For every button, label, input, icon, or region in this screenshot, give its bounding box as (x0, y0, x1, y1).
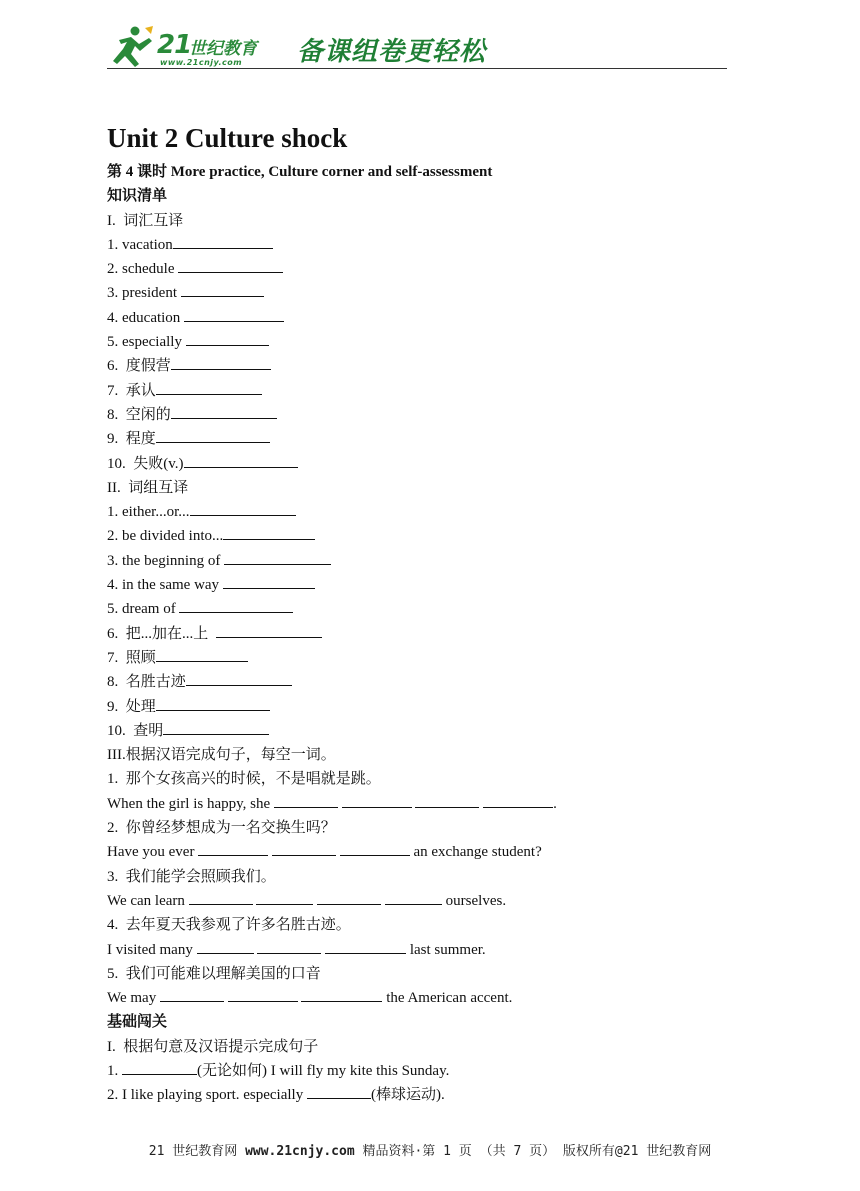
text-line (107, 865, 747, 889)
answer-blank[interactable] (257, 940, 321, 954)
answer-blank[interactable] (307, 1085, 371, 1099)
exercise-line (107, 695, 747, 719)
line-text: 2. schedule (107, 261, 179, 278)
exercise-line (107, 306, 747, 330)
text-line (107, 743, 747, 767)
page-title: Unit 2 Culture shock (107, 123, 348, 153)
answer-blank[interactable] (197, 940, 254, 954)
line-trailing-text: the American accent. (382, 990, 513, 1007)
exercise-lines (107, 160, 747, 1108)
answer-blank[interactable] (171, 356, 271, 370)
line-text: 1. (107, 1062, 122, 1079)
line-text: When the girl is happy, she (107, 795, 274, 812)
answer-blank[interactable] (483, 794, 553, 808)
text-line (107, 160, 747, 184)
line-text: 4. 去年夏天我参观了许多名胜古迹。 (107, 917, 351, 934)
answer-blank[interactable] (184, 308, 284, 322)
footer-url: www.21cnjy.com (245, 1144, 355, 1159)
answer-blank[interactable] (385, 891, 442, 905)
line-text: 1. vacation (107, 236, 173, 253)
line-text: I. 根据句意及汉语提示完成句子 (107, 1038, 319, 1055)
answer-blank[interactable] (272, 842, 336, 856)
line-text: 1. 那个女孩高兴的时候，不是唱就是跳。 (107, 771, 381, 788)
line-text: 2. 你曾经梦想成为一名交换生吗？ (107, 820, 336, 837)
line-text: 5. especially (107, 334, 186, 351)
line-text: 第 4 课时 More practice, Culture corner and self-assessment (107, 164, 493, 180)
answer-blank[interactable] (190, 502, 296, 516)
line-text: 10. 查明 (107, 722, 164, 739)
line-trailing-text: (无论如何) I will fly my kite this Sunday. (197, 1062, 450, 1079)
text-line (107, 1035, 747, 1059)
running-figure-logo-icon (109, 24, 155, 68)
answer-blank[interactable] (223, 526, 315, 540)
exercise-line (107, 500, 747, 524)
answer-blank[interactable] (171, 405, 277, 419)
line-text: 10. 失败(v.) (107, 455, 184, 472)
exercise-line (107, 330, 747, 354)
line-text: 4. education (107, 309, 185, 326)
line-text: II. 词组互译 (107, 479, 189, 496)
exercise-line (107, 233, 747, 257)
line-text: 2. be divided into... (107, 528, 224, 545)
line-text: We can learn (107, 892, 189, 909)
exercise-line (107, 549, 747, 573)
answer-blank[interactable] (186, 332, 269, 346)
exercise-line (107, 889, 747, 913)
answer-blank[interactable] (156, 648, 248, 662)
exercise-line (107, 524, 747, 548)
line-text: 3. 我们能学会照顾我们。 (107, 868, 276, 885)
line-text: 知识清单 (107, 188, 168, 205)
footer-right: 精品资料·第 1 页 （共 7 页） 版权所有@21 世纪教育网 (354, 1144, 712, 1159)
line-text: 7. 承认 (107, 382, 156, 399)
document-body (107, 118, 747, 1108)
answer-blank[interactable] (340, 842, 410, 856)
text-line (107, 476, 747, 500)
line-text: 2. I like playing sport. especially (107, 1087, 307, 1104)
line-text: 3. president (107, 285, 181, 302)
line-trailing-text: an exchange student? (409, 844, 542, 861)
exercise-line (107, 427, 747, 451)
line-text: 7. 照顾 (107, 649, 156, 666)
exercise-line (107, 719, 747, 743)
answer-blank[interactable] (156, 429, 270, 443)
page-footer (0, 1140, 860, 1159)
answer-blank[interactable] (186, 672, 292, 686)
text-line (107, 184, 747, 208)
line-trailing-text: ourselves. (441, 892, 507, 909)
exercise-line (107, 354, 747, 378)
line-text: 6. 度假营 (107, 358, 171, 375)
text-line (107, 913, 747, 937)
answer-blank[interactable] (173, 235, 273, 249)
line-text: 9. 处理 (107, 698, 156, 715)
text-line (107, 816, 747, 840)
brand-url: www.21cnjy.com (160, 58, 243, 67)
line-text: I visited many (107, 941, 197, 958)
brand-name: 世纪教育 (189, 39, 257, 59)
text-line (107, 1010, 747, 1034)
exercise-line (107, 597, 747, 621)
line-text: 6. 把...加在...上 (107, 625, 216, 642)
exercise-line (107, 986, 747, 1010)
answer-blank[interactable] (198, 842, 268, 856)
answer-blank[interactable] (325, 940, 406, 954)
exercise-line (107, 670, 747, 694)
brand-number: 21 (157, 30, 192, 60)
line-text: 4. in the same way (107, 577, 223, 594)
answer-blank[interactable] (228, 988, 298, 1002)
line-text: We may (107, 990, 160, 1007)
text-line (107, 962, 747, 986)
answer-blank[interactable] (181, 283, 264, 297)
exercise-line (107, 622, 747, 646)
line-trailing-text: last summer. (406, 941, 486, 958)
answer-blank[interactable] (178, 259, 283, 273)
line-text: 8. 名胜古迹 (107, 674, 186, 691)
line-text: 9. 程度 (107, 431, 156, 448)
line-text: 基础闯关 (107, 1014, 168, 1031)
line-text: 5. 我们可能难以理解美国的口音 (107, 965, 321, 982)
exercise-line (107, 1059, 747, 1083)
answer-blank[interactable] (156, 381, 262, 395)
line-text: 8. 空闲的 (107, 406, 171, 423)
exercise-line (107, 403, 747, 427)
exercise-line (107, 281, 747, 305)
exercise-line (107, 792, 747, 816)
exercise-line (107, 573, 747, 597)
answer-blank[interactable] (415, 794, 479, 808)
answer-blank[interactable] (301, 988, 382, 1002)
header-divider (107, 68, 727, 69)
answer-blank[interactable] (179, 599, 293, 613)
text-line (107, 209, 747, 233)
line-text: I. 词汇互译 (107, 212, 184, 229)
answer-blank[interactable] (189, 891, 253, 905)
line-text: Have you ever (107, 844, 199, 861)
answer-blank[interactable] (342, 794, 412, 808)
footer-left: 21 世纪教育网 (148, 1144, 246, 1159)
answer-blank[interactable] (274, 794, 338, 808)
answer-blank[interactable] (256, 891, 313, 905)
line-text: 3. the beginning of (107, 552, 225, 569)
answer-blank[interactable] (216, 624, 322, 638)
exercise-line (107, 1083, 747, 1107)
answer-blank[interactable] (122, 1061, 197, 1075)
exercise-line (107, 646, 747, 670)
answer-blank[interactable] (317, 891, 381, 905)
line-text: 1. either...or... (107, 504, 190, 521)
answer-blank[interactable] (160, 988, 224, 1002)
page-header (107, 22, 727, 72)
exercise-line (107, 452, 747, 476)
text-line (107, 767, 747, 791)
line-text: 5. dream of (107, 601, 180, 618)
answer-blank[interactable] (223, 575, 315, 589)
line-text: III.根据汉语完成句子，每空一词。 (107, 747, 336, 764)
answer-blank[interactable] (224, 551, 331, 565)
header-slogan: 备课组卷更轻松 (297, 37, 487, 67)
answer-blank[interactable] (163, 721, 269, 735)
exercise-line (107, 840, 747, 864)
line-trailing-text: (棒球运动). (370, 1087, 445, 1104)
line-trailing-text: . (553, 795, 557, 812)
exercise-line (107, 379, 747, 403)
exercise-line (107, 938, 747, 962)
exercise-line (107, 257, 747, 281)
answer-blank[interactable] (156, 697, 270, 711)
answer-blank[interactable] (184, 454, 298, 468)
